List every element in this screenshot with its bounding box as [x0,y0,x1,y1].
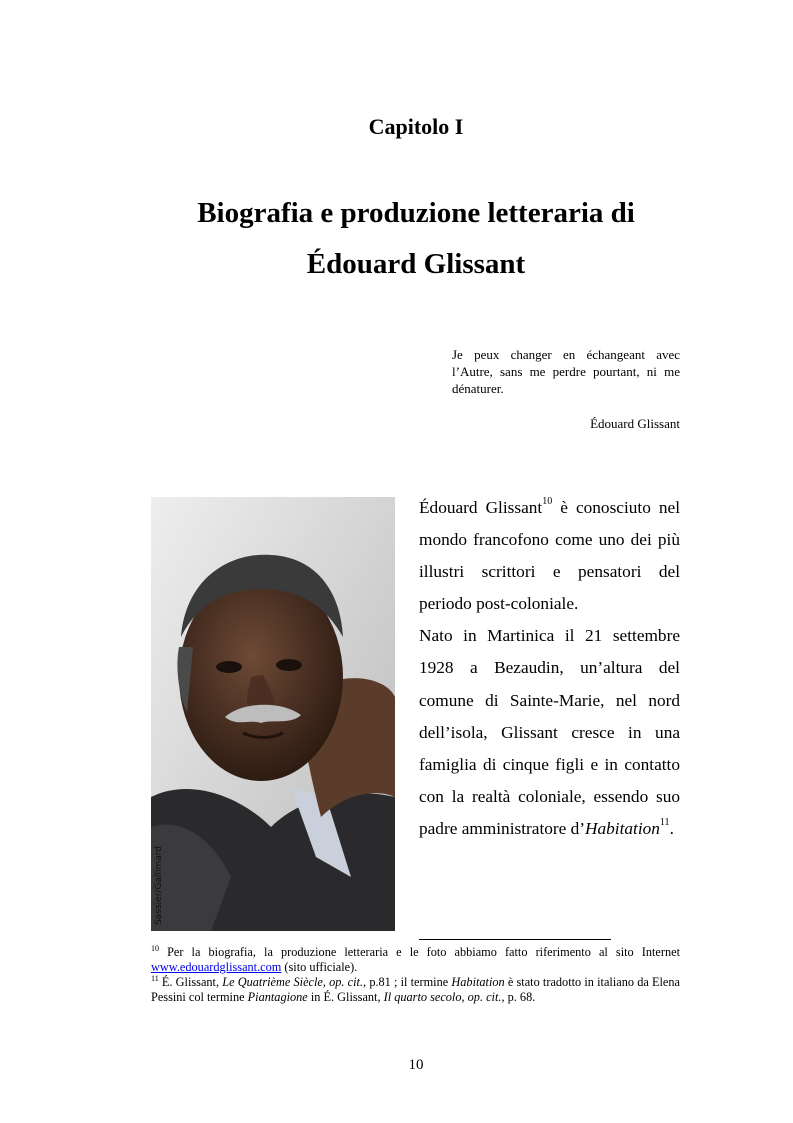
footnote-10-number: 10 [151,944,159,953]
footnote-ref-10: 10 [542,496,553,507]
website-link[interactable]: www.edouardglissant.com [151,960,282,974]
photo-credit: Sassier/Gallimard [154,846,164,925]
paragraph-2-italic: Habitation [585,818,660,838]
portrait-illustration [151,497,395,931]
footnotes [151,945,680,1005]
paragraph-2 [419,620,680,845]
footnote-10-text: Per la biografia, la produzione letteraria e le foto abbiamo fatto riferimento al sito Internet [159,945,680,959]
paragraph-1-rest: è conosciuto nel mondo francofono come uno dei più illustri scrittori e pensatori del periodo post-coloniale. [419,498,680,614]
footnote-11 [151,975,680,1005]
footnote-11-f: Piantagione [247,990,308,1004]
footnote-11-h: Il quarto secolo [383,990,462,1004]
paragraph-2-end: . [669,818,674,838]
title-line-2: Édouard Glissant [306,248,526,280]
footnote-11-e: è stato tradotto in italiano da Elena Pessini col termine [151,975,680,1004]
footnote-ref-11: 11 [659,816,670,828]
paragraph-1-start: Édouard Glissant [419,498,543,517]
footnote-11-c: p.81 ; il termine [366,975,452,989]
title-line-1: Biografia e produzione letteraria di [197,197,635,229]
footnote-10-after: (sito ufficiale). [281,960,358,974]
chapter-label: Capitolo I [368,114,464,139]
footnote-10 [151,945,680,975]
footnote-11-number: 11 [151,974,159,983]
paragraph-1 [419,492,680,620]
footnote-11-a: É. Glissant, [158,975,223,989]
epigraph-quote: Je peux changer en échangeant avec l’Autre, sans me perdre pourtant, ni me dénaturer. [452,347,680,396]
footnote-11-d: Habitation [451,975,505,989]
paragraph-2-start: Nato in Martinica il 21 settembre 1928 a Bezaudin, un’altura del comune di Sainte-Marie, nel nord dell’isola, Glissant cresce in una famiglia di cinque figli e in contatto con la realtà coloniale, essendo suo padre amministratore d’ [419,626,680,838]
footnote-11-g: in É. Glissant, [307,990,384,1004]
page-number: 10 [408,1057,424,1073]
footnote-11-b: Le Quatrième Siècle, op. cit., [222,975,367,989]
footnote-11-j: op. cit. [467,990,502,1004]
epigraph-author: Édouard Glissant [590,416,680,431]
body-text [419,492,680,845]
footnote-separator [419,939,611,940]
footnote-11-i: , [461,990,468,1004]
author-portrait-photo [151,497,395,931]
footnote-11-k: , p. 68. [501,990,536,1004]
